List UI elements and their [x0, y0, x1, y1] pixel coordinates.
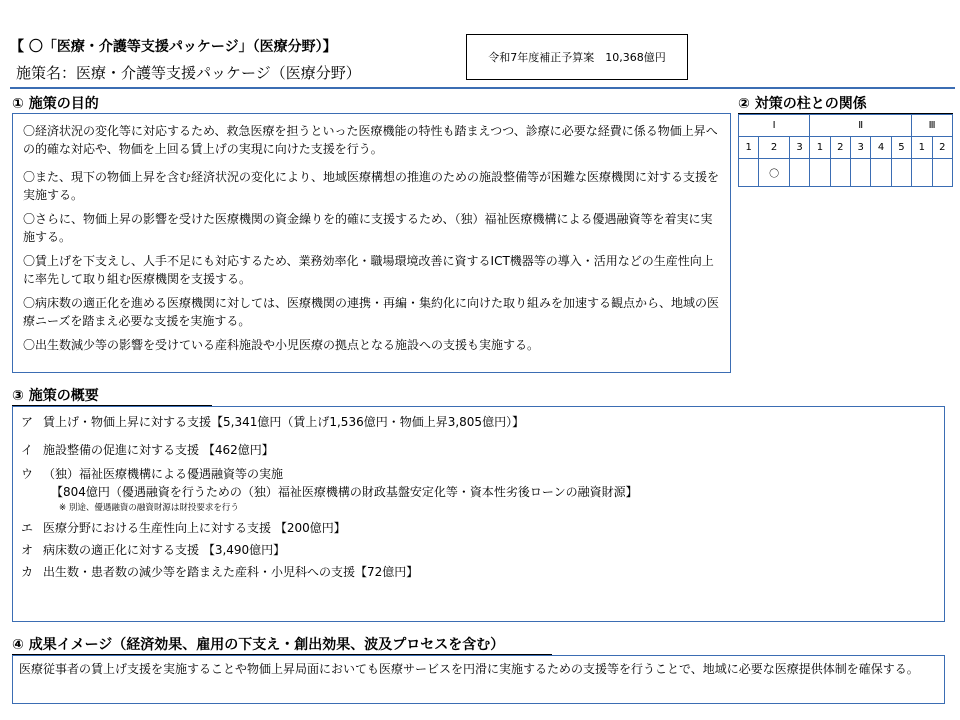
purpose-item: 〇さらに、物価上昇の影響を受けた医療機関の資金繰りを的確に支援するため、（独）福祉医療機構による優遇融資等を着実に実施する。: [23, 212, 713, 244]
overview-letter: イ: [21, 443, 34, 457]
overview-letter: ウ: [21, 467, 34, 481]
purpose-item: 〇経済状況の変化等に対応するため、救急医療を担うといった医療機能の特性も踏まえつつ、診療に必要な経費に係る物価上昇への的確な対応や、物価を上回る賃上げの実現に向けた支援を行う。: [23, 124, 718, 156]
overview-letter: カ: [21, 565, 34, 579]
overview-item: [21, 441, 936, 459]
purpose-box: [12, 113, 731, 373]
section-heading-results: ④ 成果イメージ（経済効果、雇用の下支え・創出効果、波及プロセスを含む）: [12, 634, 552, 655]
overview-item: [21, 465, 936, 483]
overview-item: [21, 519, 936, 537]
purpose-item: 〇出生数減少等の影響を受けている産科施設や小児医療の拠点となる施設への支援も実施する。: [23, 338, 540, 352]
pillar-mark: [789, 159, 809, 187]
pillar-group-header: Ⅲ: [912, 115, 953, 137]
purpose-item: 〇賃上げを下支えし、人手不足にも対応するため、業務効率化・職場環境改善に資するICT機器等の導入・活用などの生産性向上に率先して取り組む医療機関を支援する。: [23, 254, 714, 286]
pillar-group-header: Ⅰ: [739, 115, 810, 137]
overview-item: [21, 563, 936, 581]
overview-subtext: 【804億円（優遇融資を行うための（独）福祉医療機構の財政基盤安定化等・資本性劣後ローンの融資財源】: [51, 485, 638, 499]
pillar-number: 3: [789, 137, 809, 159]
purpose-item: 〇また、現下の物価上昇を含む経済状況の変化により、地域医療構想の推進のための施設整備等が困難な医療機関に対する支援を実施する。: [23, 170, 720, 202]
pillar-number: 1: [739, 137, 759, 159]
pillar-group-header: Ⅱ: [810, 115, 912, 137]
budget-text: 令和7年度補正予算案 10,368億円: [488, 51, 666, 64]
pillar-number: 2: [932, 137, 952, 159]
section-heading-overview: ③ 施策の概要: [12, 385, 212, 406]
page-title: 【 〇「医療・介護等支援パッケージ」（医療分野）】: [10, 39, 337, 55]
overview-letter: ア: [21, 415, 34, 429]
pillar-number: 1: [810, 137, 830, 159]
pillar-mark: [739, 159, 759, 187]
overview-text: 病床数の適正化に対する支援 【3,490億円】: [43, 543, 286, 557]
measure-name: 施策名：医療・介護等支援パッケージ（医療分野）: [16, 64, 361, 82]
overview-box: [12, 406, 945, 622]
pillar-number: 4: [871, 137, 891, 159]
section-heading-purpose: ① 施策の目的: [12, 93, 332, 114]
pillar-mark: [912, 159, 932, 187]
overview-note: ※ 別途、優遇融資の融資財源は財投要求を行う: [59, 503, 239, 513]
pillar-mark: [871, 159, 891, 187]
overview-item: [21, 541, 936, 559]
pillar-number: 3: [850, 137, 870, 159]
overview-text: 出生数・患者数の減少等を踏まえた産科・小児科への支援【72億円】: [43, 565, 419, 579]
overview-text: （独）福祉医療機構による優遇融資等の実施: [43, 467, 284, 481]
pillar-mark: [810, 159, 830, 187]
pillar-number: 5: [891, 137, 911, 159]
header-divider: [10, 87, 955, 89]
pillar-mark: [850, 159, 870, 187]
overview-item: [21, 413, 936, 431]
pillar-number: 2: [830, 137, 850, 159]
pillar-mark: 〇: [759, 159, 789, 187]
pillar-mark: [932, 159, 952, 187]
overview-letter: オ: [21, 543, 34, 557]
overview-text: 賃上げ・物価上昇に対する支援【5,341億円（賃上げ1,536億円・物価上昇3,805億円）】: [43, 415, 525, 429]
budget-box: [466, 34, 688, 80]
overview-text: 医療分野における生産性向上に対する支援 【200億円】: [43, 521, 346, 535]
purpose-item: 〇病床数の適正化を進める医療機関に対しては、医療機関の連携・再編・集約化に向けた取り組みを加速する観点から、地域の医療ニーズを踏まえ必要な支援を実施する。: [23, 296, 720, 328]
pillar-number: 1: [912, 137, 932, 159]
results-text: 医療従事者の賃上げ支援を実施することや物価上昇局面においても医療サービスを円滑に実施するための支援等を行うことで、地域に必要な医療提供体制を確保する。: [19, 662, 919, 676]
section-heading-pillars: ② 対策の柱との関係: [738, 93, 953, 114]
overview-text: 施設整備の促進に対する支援 【462億円】: [43, 443, 274, 457]
pillar-mark: [830, 159, 850, 187]
pillar-number: 2: [759, 137, 789, 159]
pillar-table: [738, 114, 953, 187]
overview-letter: エ: [21, 521, 34, 535]
pillar-mark: [891, 159, 911, 187]
results-box: [12, 655, 945, 704]
